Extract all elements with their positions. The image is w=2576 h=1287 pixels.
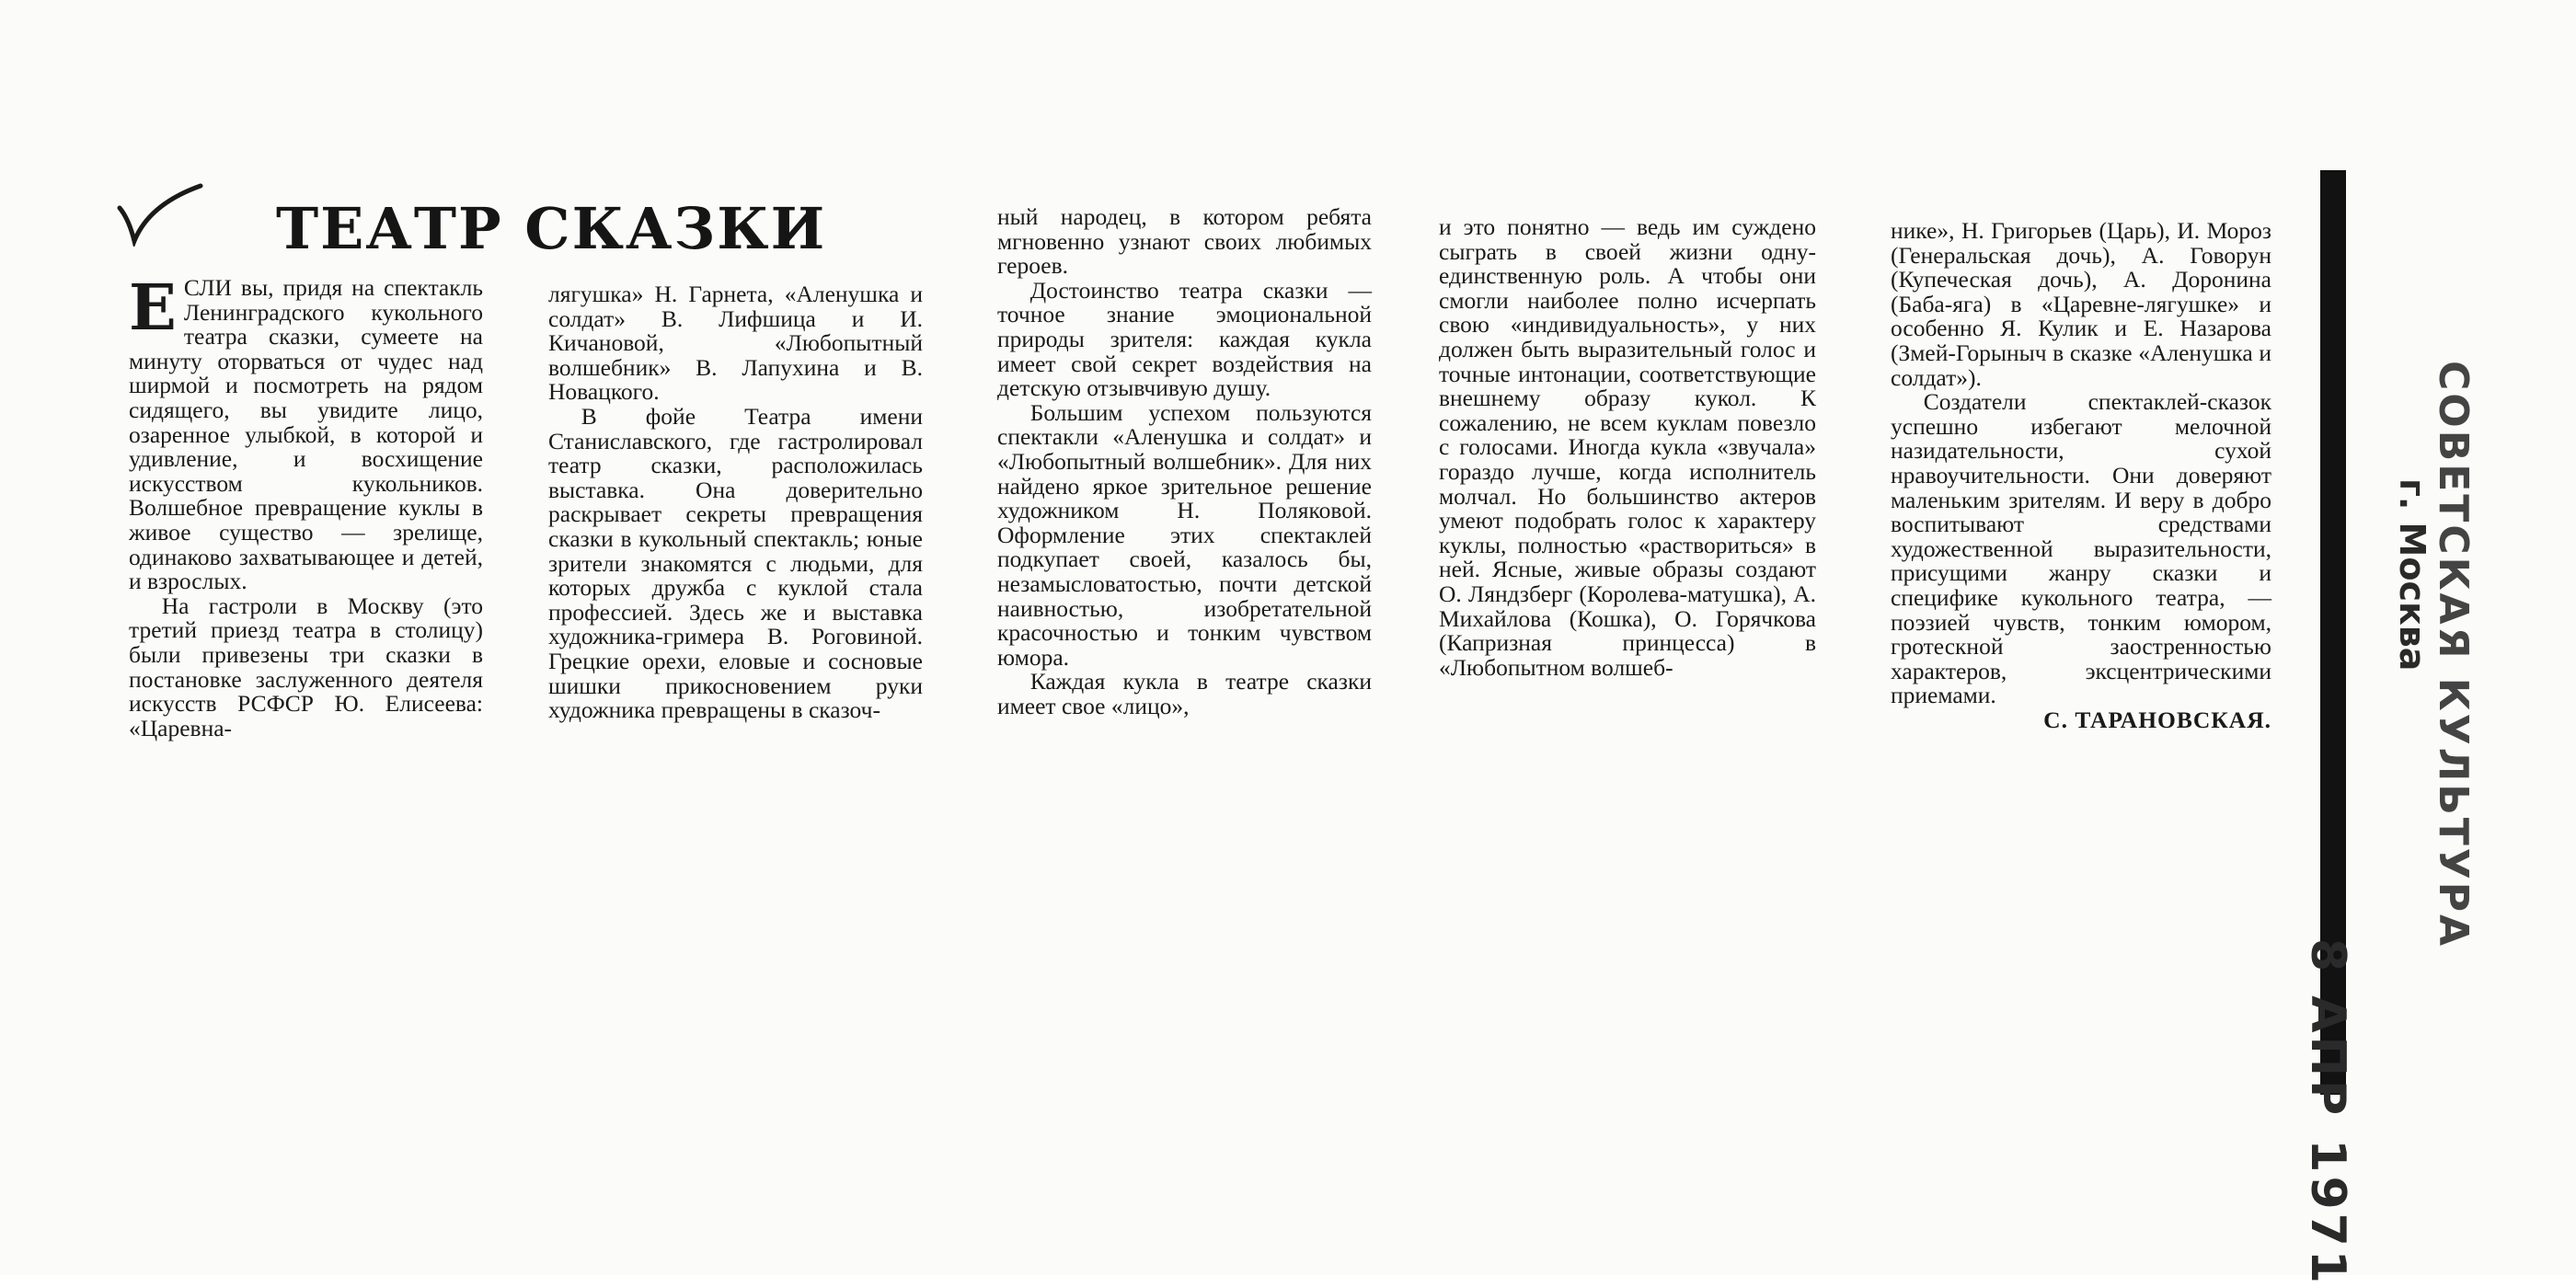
paragraph-1: лягушка» Н. Гарнета, «Аленушка и солдат» В. Лифшица и И. Кичановой, «Любопытный волшебник» В. Лапухина и В. Новацкого. bbox=[548, 281, 923, 406]
paragraph-2: Достоинство театра сказки — точное знание эмоциональной природы зрителя: каждая кукла имеет свой секрет воздействия на детскую отзывчивую душу. bbox=[997, 276, 1372, 402]
article-title: ТЕАТР СКАЗКИ bbox=[276, 195, 827, 262]
newspaper-masthead-note: СОВЕТСКАЯ КУЛЬТУРА bbox=[2430, 361, 2477, 949]
paragraph-1: ный народец, в котором ребята мгновенно узнают своих любимых героев. bbox=[997, 203, 1372, 280]
paragraph-2: На гастроли в Москву (это третий приезд театра в столицу) были привезены три сказки в постановке заслуженного деятеля искусств РСФСР Ю. Елисеева: «Царевна- bbox=[129, 592, 483, 741]
paragraph-1: и это понятно — ведь им суждено сыграть в своей жизни одну-единственную роль. А чтобы они смогли наиболее полно исчерпать свою «индивидуальность», у них должен быть выразительный голос и точные интонации, соответствующие внешнему образу кукол. К сожалению, не всем куклам повезло с голосами. Иногда кукла «звучала» гораздо лучше, когда исполнитель молчал. Но большинство актеров умеют подобрать голос к характеру куклы, полностью «раствориться» в ней. Ясные, живые образы создают О. Ляндзберг (Королева-матушка), А. Михайлова (Кошка), О. Горячкова (Капризная принцесса) в «Любопытном волшеб- bbox=[1439, 213, 1816, 681]
article-column-1 bbox=[129, 271, 483, 741]
paragraph-text: СЛИ вы, придя на спектакль Ленинградского кукольного театра сказки, сумеете на минуту оторваться от чудес над ширмой и посмотреть на рядом сидящего, вы увидите лицо, озаренное улыбкой, в которой и удивление, и восхищение искусством кукольников. Волшебное превращение куклы в живое существо — зрелище, одинаково захватывающее и детей, и взрослых. bbox=[129, 274, 483, 595]
author-byline: С. ТАРАНОВСКАЯ. bbox=[2043, 706, 2271, 733]
date-stamp: 8 АПР 1971 bbox=[2300, 938, 2355, 1287]
article-column-3 bbox=[997, 205, 1372, 718]
city-note: г. Москва bbox=[2392, 478, 2432, 672]
paragraph-4: Каждая кукла в театре сказки имеет свое «лицо», bbox=[997, 668, 1372, 719]
paragraph-1 bbox=[129, 271, 483, 595]
paragraph-2: В фойе Театра имени Станиславского, где гастролировал театр сказки, расположилась выставка. Она доверительно раскрывает секреты превращения сказки в кукольный спектакль; юные зрители знакомятся с людьми, для которых дружба с куклой стала профессией. Здесь же и выставка художника-гримера В. Роговиной. Грецкие орехи, еловые и сосновые шишки прикосновением руки художника превращены в сказоч- bbox=[548, 402, 923, 724]
paragraph-1: нике», Н. Григорьев (Царь), И. Мороз (Генеральская дочь), А. Говорун (Купеческая дочь), А. Доронина (Баба-яга) в «Царевне-лягушке» и особенно Я. Кулик и Е. Назарова (Змей-Горыныч в сказке «Аленушка и солдат»). bbox=[1891, 217, 2271, 391]
drop-cap: Е bbox=[129, 271, 177, 345]
checkmark-icon bbox=[112, 182, 204, 247]
article-column-4 bbox=[1439, 215, 1816, 680]
paragraph-2: Создатели спектаклей-сказок успешно избегают мелочной назидательности, сухой нравоучительности. Они доверяют маленьким зрителям. И веру в добро воспитывают средствами художественной выразительности, присущими жанру сказки и специфике кукольного театра, — поэзией чувств, тонким юмором, гротескной заостренностью характеров, эксцентрическими приемами. bbox=[1891, 388, 2271, 709]
paragraph-3: Большим успехом пользуются спектакли «Аленушка и солдат» и «Любопытный волшебник». Для них найдено яркое зрительное решение художником Н. Поляковой. Оформление этих спектаклей подкупает своей, казалось бы, незамысловатостью, почти детской наивностью, изобретательной красочностью и тонким чувством юмора. bbox=[997, 398, 1372, 671]
article-column-2 bbox=[548, 282, 923, 723]
article-column-5 bbox=[1891, 219, 2271, 732]
